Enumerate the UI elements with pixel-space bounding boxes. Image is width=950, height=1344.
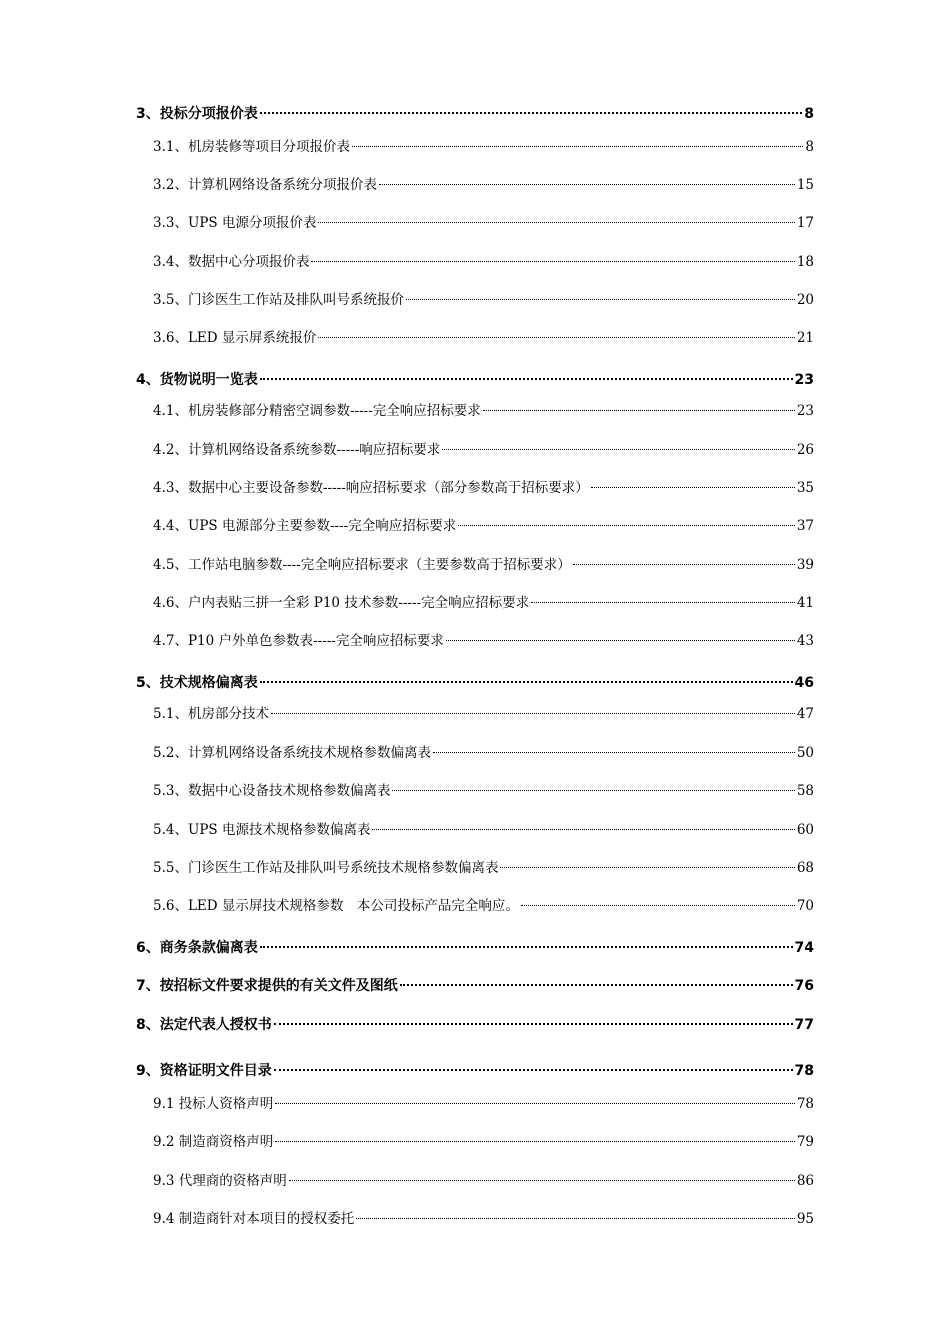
toc-dot-leader	[372, 829, 794, 830]
toc-dot-leader	[446, 640, 795, 641]
toc-page-number: 15	[796, 177, 814, 193]
toc-page-number: 17	[796, 215, 814, 231]
toc-page-number: 41	[796, 595, 814, 611]
toc-page-number: 58	[796, 783, 814, 799]
toc-page-number: 23	[794, 372, 814, 388]
toc-subsection-entry[interactable]	[153, 858, 814, 878]
toc-page-number: 26	[796, 442, 814, 458]
toc-subsection-entry[interactable]	[153, 1094, 814, 1114]
toc-dot-leader	[271, 713, 795, 714]
toc-entry-title: 4.2、计算机网络设备系统参数-----响应招标要求	[153, 442, 441, 458]
toc-subsection-entry[interactable]	[153, 478, 814, 498]
toc-dot-leader	[433, 752, 795, 753]
toc-dot-leader	[379, 184, 795, 185]
toc-subsection-entry[interactable]	[153, 820, 814, 840]
toc-page-number: 8	[805, 139, 814, 155]
toc-page-number: 78	[794, 1063, 814, 1079]
toc-subsection-entry[interactable]	[153, 631, 814, 651]
toc-dot-leader	[500, 867, 794, 868]
toc-subsection-entry[interactable]	[153, 516, 814, 536]
toc-dot-leader	[521, 905, 795, 906]
toc-entry-title: 3.4、数据中心分项报价表	[153, 254, 310, 270]
toc-dot-leader	[260, 378, 793, 380]
toc-entry-title: 8、法定代表人授权书	[136, 1017, 272, 1033]
toc-subsection-entry[interactable]	[153, 213, 814, 233]
toc-page-number: 20	[796, 292, 814, 308]
toc-page-number: 23	[796, 403, 814, 419]
toc-entry-title: 3.3、UPS 电源分项报价表	[153, 215, 317, 231]
toc-page-number: 95	[796, 1211, 814, 1227]
toc-entry-title: 4.5、工作站电脑参数----完全响应招标要求（主要参数高于招标要求）	[153, 557, 571, 573]
toc-entry-title: 4.4、UPS 电源部分主要参数----完全响应招标要求	[153, 518, 457, 534]
toc-subsection-entry[interactable]	[153, 252, 814, 272]
toc-entry-title: 9.1 投标人资格声明	[153, 1096, 274, 1112]
toc-subsection-entry[interactable]	[153, 1132, 814, 1152]
toc-dot-leader	[406, 299, 795, 300]
toc-entry-title: 9.3 代理商的资格声明	[153, 1173, 287, 1189]
toc-subsection-entry[interactable]	[153, 290, 814, 310]
toc-subsection-entry[interactable]	[153, 593, 814, 613]
toc-entry-title: 3.6、LED 显示屏系统报价	[153, 330, 317, 346]
toc-dot-leader	[275, 1103, 795, 1104]
toc-subsection-entry[interactable]	[153, 704, 814, 724]
toc-entry-title: 5.6、LED 显示屏技术规格参数 本公司投标产品完全响应。	[153, 898, 519, 914]
toc-entry-title: 7、按招标文件要求提供的有关文件及图纸	[136, 978, 398, 994]
toc-dot-leader	[318, 222, 794, 223]
toc-dot-leader	[352, 146, 803, 147]
toc-entry-title: 6、商务条款偏离表	[136, 940, 258, 956]
toc-subsection-entry[interactable]	[153, 1171, 814, 1191]
toc-dot-leader	[274, 1023, 793, 1025]
toc-page-number: 8	[804, 106, 814, 122]
toc-entry-title: 9.2 制造商资格声明	[153, 1134, 274, 1150]
toc-dot-leader	[458, 525, 795, 526]
toc-entry-title: 5.3、数据中心设备技术规格参数偏离表	[153, 783, 391, 799]
toc-subsection-entry[interactable]	[153, 781, 814, 801]
toc-dot-leader	[400, 984, 793, 986]
toc-page-number: 79	[796, 1134, 814, 1150]
toc-dot-leader	[591, 487, 795, 488]
toc-page-number: 35	[796, 480, 814, 496]
toc-subsection-entry[interactable]	[153, 137, 814, 157]
toc-page-number: 47	[796, 706, 814, 722]
toc-dot-leader	[392, 790, 794, 791]
toc-subsection-entry[interactable]	[153, 440, 814, 460]
toc-entry-title: 3、投标分项报价表	[136, 106, 258, 122]
toc-entry-title: 4.7、P10 户外单色参数表-----完全响应招标要求	[153, 633, 444, 649]
toc-entry-title: 5.2、计算机网络设备系统技术规格参数偏离表	[153, 745, 431, 761]
toc-page-number: 74	[794, 940, 814, 956]
toc-entry-title: 3.1、机房装修等项目分项报价表	[153, 139, 350, 155]
toc-page-number: 18	[796, 254, 814, 270]
toc-subsection-entry[interactable]	[153, 896, 814, 916]
toc-dot-leader	[311, 261, 794, 262]
toc-section-entry[interactable]	[136, 673, 814, 693]
toc-subsection-entry[interactable]	[153, 743, 814, 763]
toc-section-entry[interactable]	[136, 938, 814, 958]
toc-page-number: 78	[796, 1096, 814, 1112]
toc-entry-title: 4、货物说明一览表	[136, 372, 258, 388]
toc-dot-leader	[274, 1069, 793, 1071]
toc-page-number: 68	[796, 860, 814, 876]
toc-section-entry[interactable]	[136, 104, 814, 124]
toc-dot-leader	[260, 112, 803, 114]
toc-dot-leader	[289, 1180, 795, 1181]
toc-dot-leader	[260, 681, 793, 683]
toc-entry-title: 4.1、机房装修部分精密空调参数-----完全响应招标要求	[153, 403, 481, 419]
toc-dot-leader	[260, 946, 793, 948]
toc-dot-leader	[275, 1141, 795, 1142]
toc-entry-title: 5.1、机房部分技术	[153, 706, 269, 722]
toc-page-number: 70	[796, 898, 814, 914]
toc-subsection-entry[interactable]	[153, 555, 814, 575]
toc-page-number: 43	[796, 633, 814, 649]
toc-subsection-entry[interactable]	[153, 328, 814, 348]
toc-page-number: 39	[796, 557, 814, 573]
toc-entry-title: 5、技术规格偏离表	[136, 675, 258, 691]
toc-dot-leader	[483, 410, 795, 411]
toc-page-number: 60	[796, 822, 814, 838]
toc-subsection-entry[interactable]	[153, 1209, 814, 1229]
toc-subsection-entry[interactable]	[153, 401, 814, 421]
toc-dot-leader	[531, 602, 795, 603]
toc-dot-leader	[318, 337, 794, 338]
toc-subsection-entry[interactable]	[153, 175, 814, 195]
toc-page-number: 86	[796, 1173, 814, 1189]
toc-dot-leader	[356, 1218, 795, 1219]
toc-page-number: 46	[794, 675, 814, 691]
toc-page-number: 50	[796, 745, 814, 761]
toc-page-number: 77	[794, 1017, 814, 1033]
toc-entry-title: 4.3、数据中心主要设备参数-----响应招标要求（部分参数高于招标要求）	[153, 480, 589, 496]
toc-section-entry[interactable]	[136, 976, 814, 996]
toc-section-entry[interactable]	[136, 370, 814, 390]
toc-dot-leader	[442, 449, 795, 450]
toc-entry-title: 5.4、UPS 电源技术规格参数偏离表	[153, 822, 371, 838]
toc-page-number: 76	[794, 978, 814, 994]
toc-entry-title: 3.2、计算机网络设备系统分项报价表	[153, 177, 377, 193]
toc-entry-title: 3.5、门诊医生工作站及排队叫号系统报价	[153, 292, 404, 308]
toc-entry-title: 9、资格证明文件目录	[136, 1063, 272, 1079]
toc-section-entry[interactable]	[136, 1015, 814, 1035]
toc-entry-title: 9.4 制造商针对本项目的授权委托	[153, 1211, 355, 1227]
toc-section-entry[interactable]	[136, 1061, 814, 1081]
toc-page-number: 21	[796, 330, 814, 346]
toc-dot-leader	[573, 564, 795, 565]
toc-entry-title: 5.5、门诊医生工作站及排队叫号系统技术规格参数偏离表	[153, 860, 499, 876]
toc-entry-title: 4.6、户内表贴三拼一全彩 P10 技术参数-----完全响应招标要求	[153, 595, 530, 611]
toc-page-number: 37	[796, 518, 814, 534]
